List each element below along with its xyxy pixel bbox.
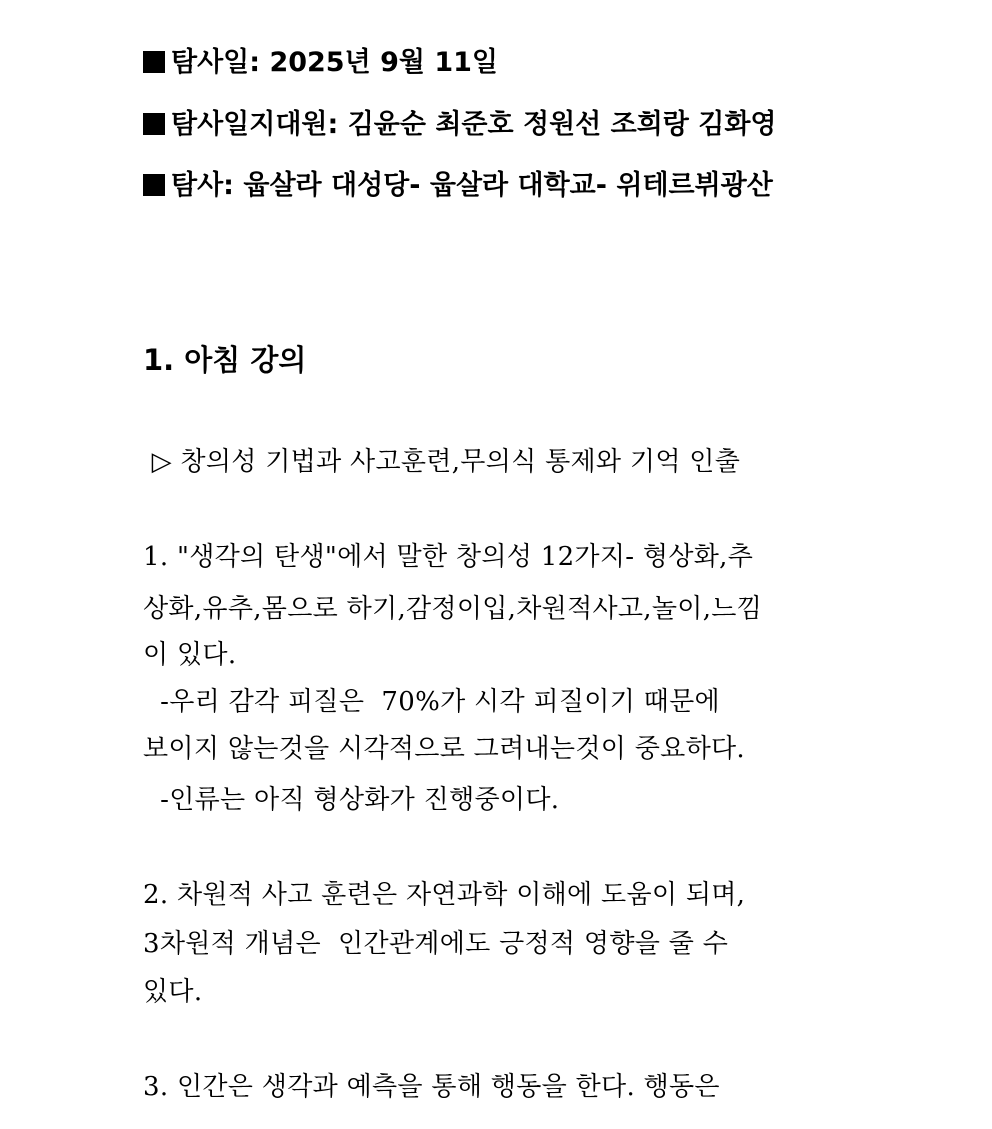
expedition-date-text: 탐사일: 2025년 9월 11일 <box>171 47 498 78</box>
expedition-members-text: 탐사일지대원: 김윤순 최준호 정원선 조희랑 김화영 <box>171 109 777 140</box>
paragraph-2-line-3: 있다. <box>143 977 203 1007</box>
paragraph-1-line-5: 보이지 않는것을 시각적으로 그려내는것이 중요하다. <box>143 734 745 764</box>
paragraph-1-line-4: -우리 감각 피질은 70%가 시각 피질이기 때문에 <box>143 687 720 717</box>
paragraph-1-line-1: 1. "생각의 탄생"에서 말한 창의성 12가지- 형상화,추 <box>143 542 754 572</box>
section-title: 1. 아침 강의 <box>143 343 307 377</box>
expedition-route-text: 탐사: 웁살라 대성당- 웁살라 대학교- 위테르뷔광산 <box>171 170 773 201</box>
expedition-route <box>143 168 773 204</box>
paragraph-3-line-1: 3. 인간은 생각과 예측을 통해 행동을 한다. 행동은 <box>143 1072 720 1102</box>
paragraph-1-line-6: -인류는 아직 형상화가 진행중이다. <box>143 785 560 815</box>
square-bullet-icon <box>143 51 165 73</box>
paragraph-2-line-2: 3차원적 개념은 인간관계에도 긍정적 영향을 줄 수 <box>143 929 729 959</box>
paragraph-2-line-1: 2. 차원적 사고 훈련은 자연과학 이해에 도움이 되며, <box>143 880 746 910</box>
square-bullet-icon <box>143 174 165 196</box>
paragraph-1-line-2: 상화,유추,몸으로 하기,감정이입,차원적사고,놀이,느낌 <box>143 594 763 624</box>
expedition-members <box>143 107 777 143</box>
lecture-topic: ▷ 창의성 기법과 사고훈련,무의식 통제와 기억 인출 <box>143 447 741 477</box>
square-bullet-icon <box>143 113 165 135</box>
expedition-date <box>143 45 498 81</box>
paragraph-1-line-3: 이 있다. <box>143 640 237 670</box>
